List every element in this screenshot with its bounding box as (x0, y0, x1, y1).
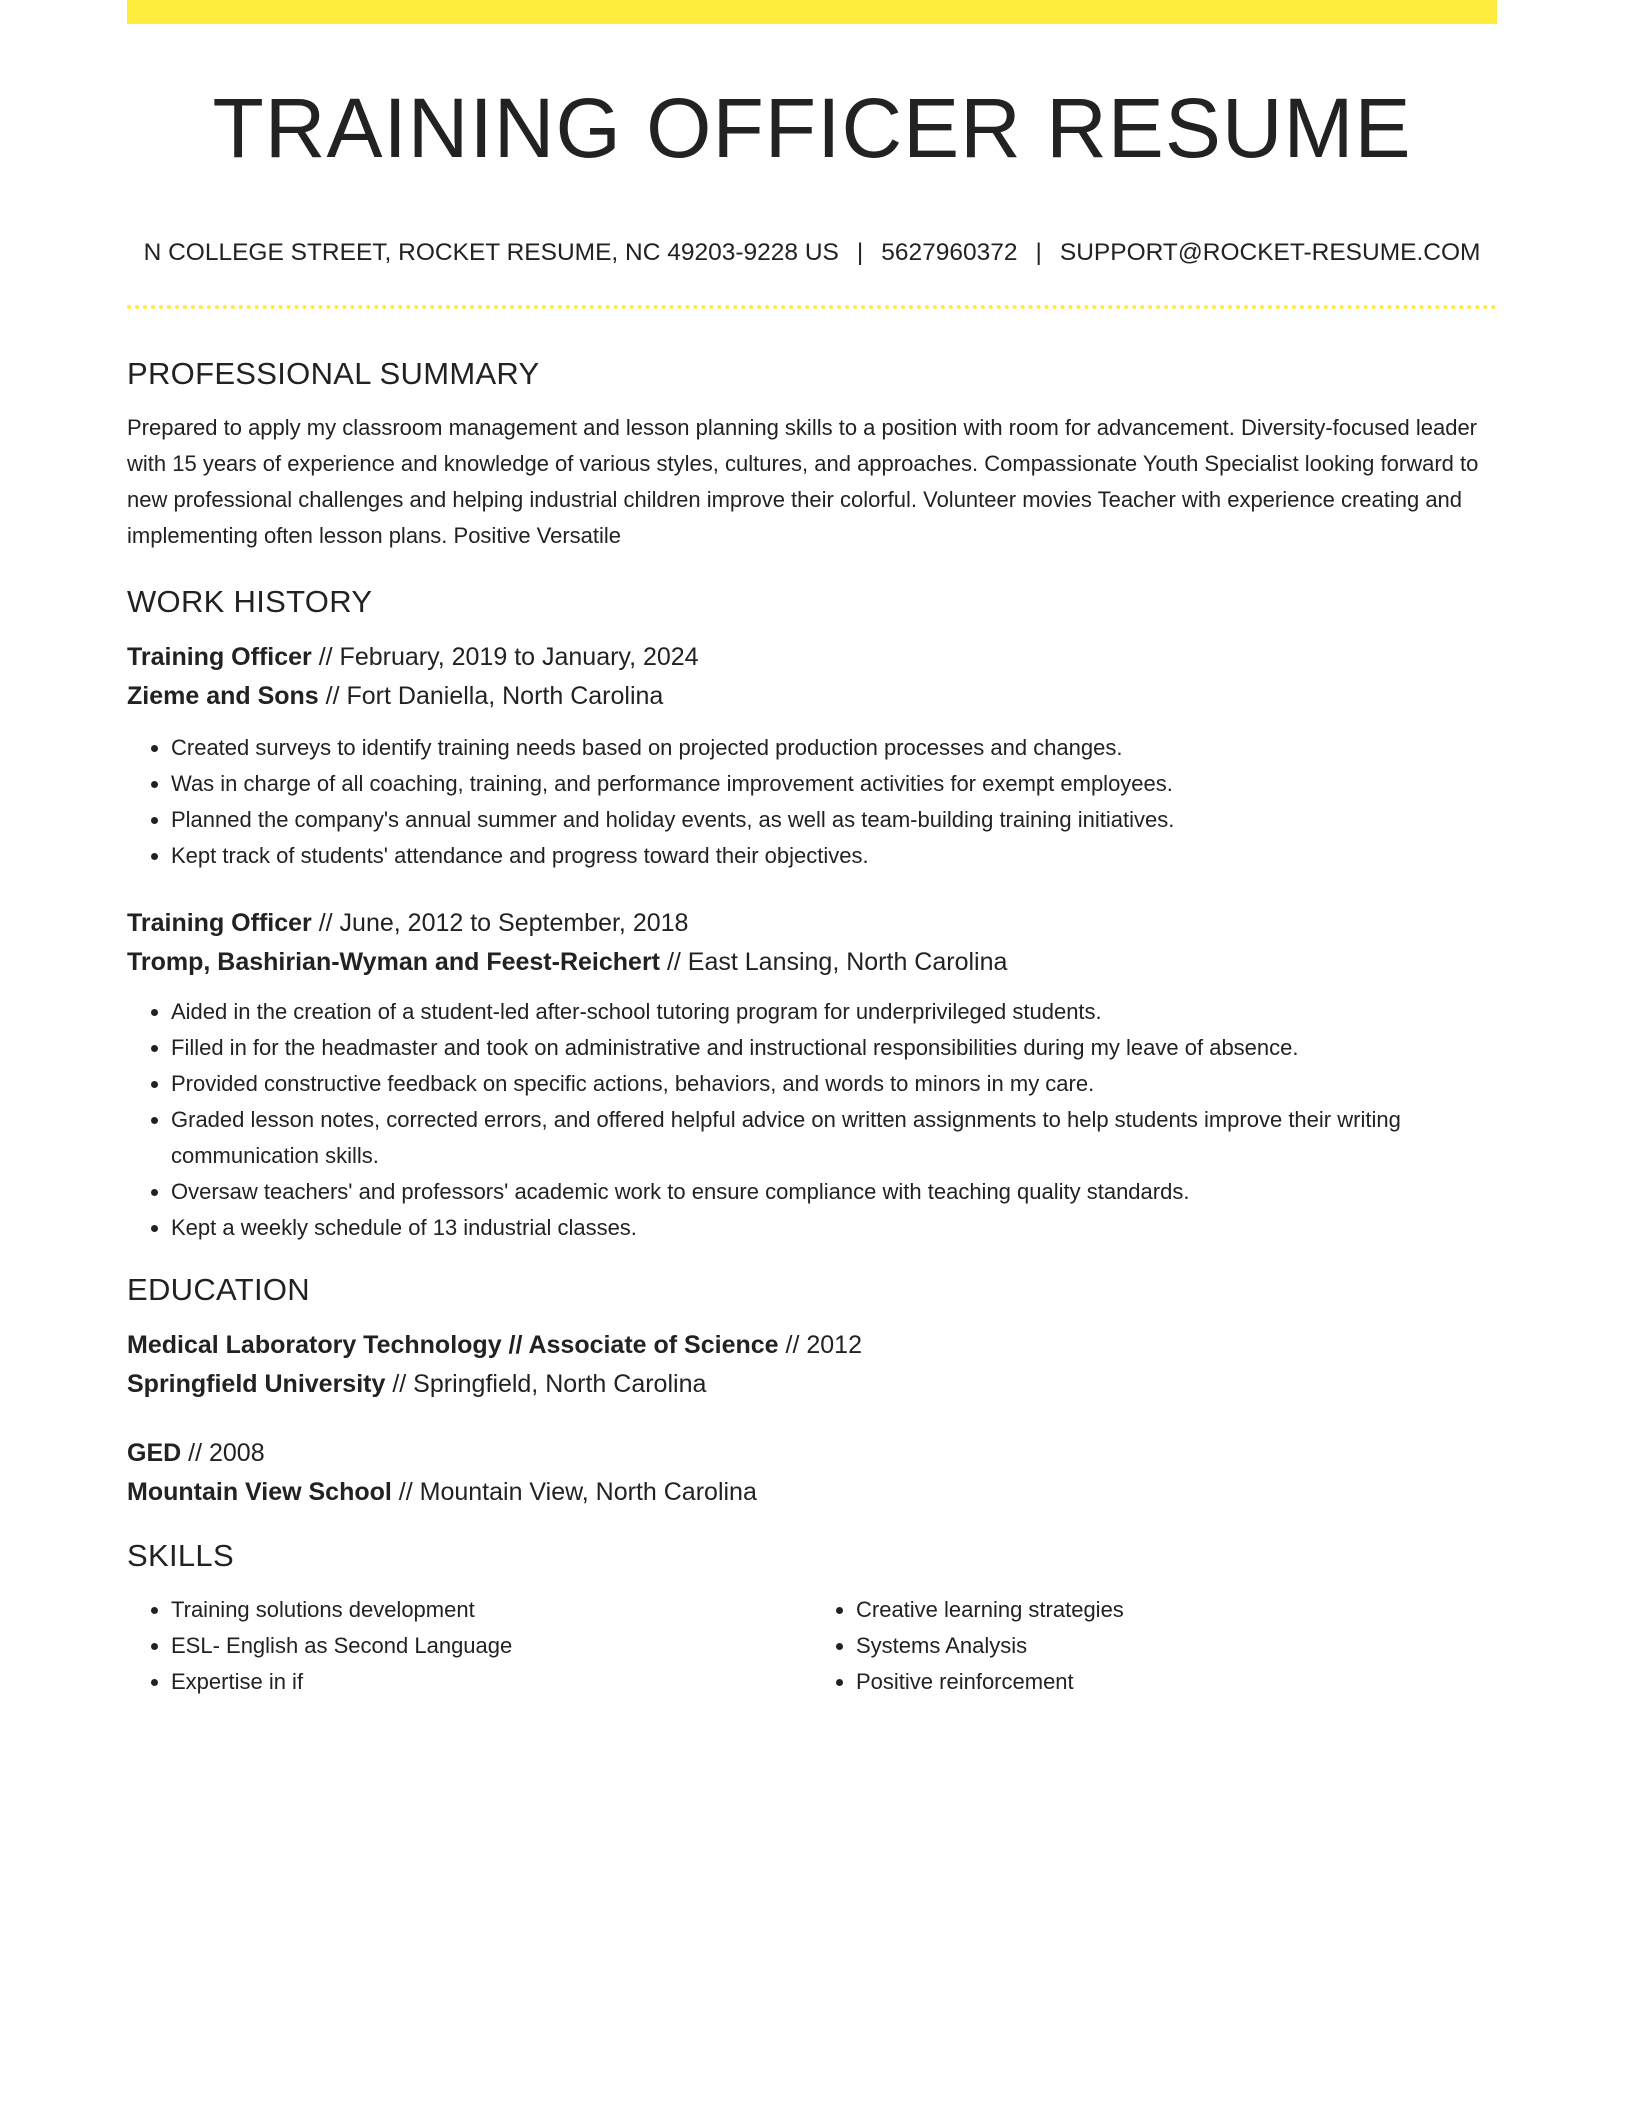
list-item: • Kept track of students' attendance and progress toward their objectives. (171, 838, 1497, 874)
job-location: // East Lansing, North Carolina (666, 948, 1008, 976)
dotted-divider (127, 305, 1497, 309)
list-item: • Training solutions development (171, 1592, 812, 1628)
contact-separator: | (1035, 239, 1042, 266)
skills-columns (127, 1592, 1497, 1700)
list-item: • Aided in the creation of a student-led after-school tutoring program for underprivileged students. (171, 994, 1497, 1030)
skills-section (127, 1532, 1497, 1700)
list-item: • Planned the company's annual summer and holiday events, as well as team-building training initiatives. (171, 802, 1497, 838)
contact-separator: | (856, 239, 864, 266)
summary-section (127, 350, 1497, 554)
education-entry (127, 1434, 1497, 1512)
job-dates: // February, 2019 to January, 2024 (318, 643, 699, 671)
job-title-line (127, 904, 1497, 943)
accent-bar (127, 0, 1497, 24)
summary-heading: PROFESSIONAL SUMMARY (127, 356, 540, 391)
education-school-line (127, 1365, 1497, 1404)
list-item: • Provided constructive feedback on specific actions, behaviors, and words to minors in my care. (171, 1066, 1497, 1102)
list-item: • Expertise in if (171, 1664, 812, 1700)
list-item: • Oversaw teachers' and professors' academic work to ensure compliance with teaching quality standards. (171, 1174, 1497, 1210)
education-year: // 2008 (188, 1439, 265, 1467)
skills-list-right (812, 1592, 1497, 1700)
list-item: • ESL- English as Second Language (171, 1628, 812, 1664)
job-company-line (127, 677, 1497, 716)
education-school-line (127, 1473, 1497, 1512)
education-location: // Springfield, North Carolina (392, 1370, 707, 1398)
job-dates: // June, 2012 to September, 2018 (318, 909, 689, 937)
job-title: Training Officer (127, 643, 312, 671)
education-degree-line (127, 1326, 1497, 1365)
job-entry (127, 638, 1497, 874)
education-degree-line (127, 1434, 1497, 1473)
list-item: • Created surveys to identify training needs based on projected production processes and changes. (171, 730, 1497, 766)
contact-line (127, 236, 1497, 270)
job-company: Zieme and Sons (127, 682, 319, 710)
resume-body (127, 350, 1497, 1700)
resume-title: TRAINING OFFICER RESUME (212, 81, 1412, 175)
contact-email: SUPPORT@ROCKET-RESUME.COM (1059, 239, 1481, 266)
summary-text: Prepared to apply my classroom management and lesson planning skills to a position with room for advancement. Diversity-focused leader with 15 years of experience and knowledge of various styles, cultures, and approaches. Compassionate Youth Specialist looking forward to new professional challenges and helping industrial children improve their colorful. Volunteer movies Teacher with experience creating and implementing often lesson plans. Positive Versatile (127, 415, 1479, 548)
skills-heading: SKILLS (127, 1538, 234, 1573)
job-company-line (127, 943, 1497, 982)
job-company: Tromp, Bashirian-Wyman and Feest-Reichert (127, 948, 660, 976)
education-entry (127, 1326, 1497, 1404)
skills-list-left (127, 1592, 812, 1700)
education-degree: GED (127, 1439, 182, 1467)
list-item: • Graded lesson notes, corrected errors, and offered helpful advice on written assignments to help students improve their writing communication skills. (171, 1102, 1497, 1174)
job-title-line (127, 638, 1497, 677)
education-heading: EDUCATION (127, 1272, 310, 1307)
work-history-heading: WORK HISTORY (127, 584, 373, 619)
job-entry (127, 904, 1497, 1246)
education-degree: Medical Laboratory Technology // Associate of Science (127, 1331, 779, 1359)
contact-phone: 5627960372 (881, 239, 1018, 266)
job-bullets (127, 730, 1497, 874)
list-item: • Was in charge of all coaching, training, and performance improvement activities for exempt employees. (171, 766, 1497, 802)
job-location: // Fort Daniella, North Carolina (325, 682, 664, 710)
education-year: // 2012 (785, 1331, 862, 1359)
list-item: • Creative learning strategies (856, 1592, 1497, 1628)
list-item: • Kept a weekly schedule of 13 industrial classes. (171, 1210, 1497, 1246)
job-title: Training Officer (127, 909, 312, 937)
work-history-section (127, 578, 1497, 1246)
education-school: Springfield University (127, 1370, 386, 1398)
education-school: Mountain View School (127, 1478, 392, 1506)
job-bullets (127, 994, 1497, 1246)
contact-address: N COLLEGE STREET, ROCKET RESUME, NC 49203-9228 US (143, 239, 839, 266)
list-item: • Systems Analysis (856, 1628, 1497, 1664)
list-item: • Positive reinforcement (856, 1664, 1497, 1700)
list-item: • Filled in for the headmaster and took on administrative and instructional responsibilities during my leave of absence. (171, 1030, 1497, 1066)
education-location: // Mountain View, North Carolina (398, 1478, 757, 1506)
education-section (127, 1266, 1497, 1512)
